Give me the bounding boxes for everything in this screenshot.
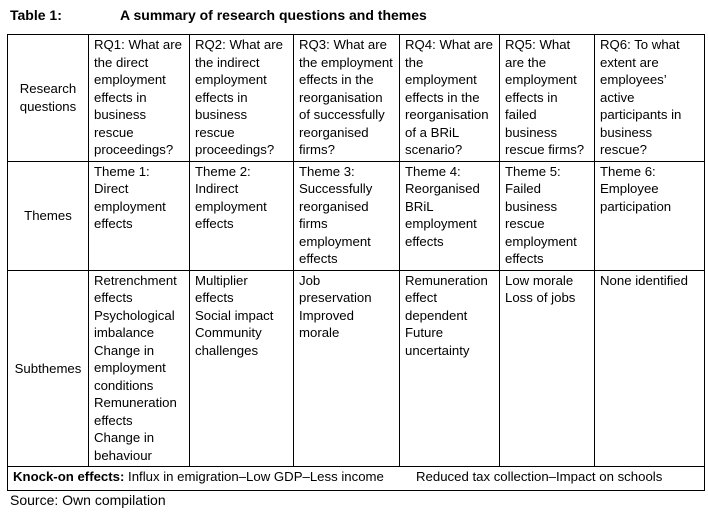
knock-on-left-text: Influx in emigration–Low GDP–Less income [124, 469, 384, 484]
source-note: Source: Own compilation [10, 492, 166, 508]
subtheme-item: Social impact [195, 307, 274, 323]
subthemes-cell-1 [89, 270, 190, 467]
subtheme-item: None identified [600, 272, 688, 288]
subthemes-cell-2 [190, 270, 294, 467]
theme6-cell: Theme 6: Employee participation [595, 161, 705, 270]
table-caption [10, 7, 427, 23]
row-header-subthemes: Subthemes [8, 270, 89, 467]
subtheme-item: Improved morale [299, 307, 354, 340]
row-header-research-questions: Research questions [8, 35, 89, 162]
rq1-cell: RQ1: What are the direct employment effects in business rescue proceedings? [89, 35, 190, 162]
row-header-themes: Themes [8, 161, 89, 270]
theme1-cell: Theme 1: Direct employment effects [89, 161, 190, 270]
theme5-cell: Theme 5: Failed business rescue employment effects [500, 161, 595, 270]
subthemes-cell-5 [500, 270, 595, 467]
summary-table [7, 34, 705, 491]
rq5-cell: RQ5: What are the employment effects in failed business rescue firms? [500, 35, 595, 162]
theme2-cell: Theme 2: Indirect employment effects [190, 161, 294, 270]
subthemes-cell-6 [595, 270, 705, 467]
subtheme-item: Community challenges [195, 325, 262, 358]
rq3-cell: RQ3: What are the employment effects in the reorganisation of successfully reorganised firms? [294, 35, 400, 162]
rq2-cell: RQ2: What are the indirect employment effects in business rescue proceedings? [190, 35, 294, 162]
research-questions-row [8, 35, 705, 162]
themes-row [8, 161, 705, 270]
subtheme-item: Retrenchment effects [94, 272, 177, 305]
rq6-cell: RQ6: To what extent are employees’ active participants in business rescue? [595, 35, 705, 162]
rq4-cell: RQ4: What are the employment effects in the reorganisation of a BRiL scenario? [400, 35, 500, 162]
subthemes-row [8, 270, 705, 467]
subtheme-item: Change in behaviour [94, 430, 155, 463]
table-title: A summary of research questions and themes [120, 7, 427, 23]
subtheme-item: Future uncertainty [405, 325, 470, 358]
knock-on-right-text: Reduced tax collection–Impact on schools [416, 469, 663, 484]
subtheme-item: Loss of jobs [505, 290, 576, 305]
subtheme-item: Multiplier effects [195, 272, 248, 305]
knock-on-label: Knock-on effects: [13, 469, 125, 484]
table-number: Table 1: [10, 7, 62, 23]
subtheme-item: Psychological imbalance [94, 307, 175, 340]
theme3-cell: Theme 3: Successfully reorganised firms employment effects [294, 161, 400, 270]
knock-on-row [8, 467, 705, 491]
subtheme-item: Job preservation [299, 272, 372, 305]
subtheme-item: Low morale [505, 272, 574, 288]
subthemes-cell-4 [400, 270, 500, 467]
subtheme-item: Remuneration effect dependent [405, 272, 488, 323]
subthemes-cell-3 [294, 270, 400, 467]
subtheme-item: Remuneration effects [94, 395, 177, 428]
subtheme-item: Change in employment conditions [94, 342, 166, 393]
theme4-cell: Theme 4: Reorganised BRiL employment effects [400, 161, 500, 270]
knock-on-cell [8, 467, 705, 491]
